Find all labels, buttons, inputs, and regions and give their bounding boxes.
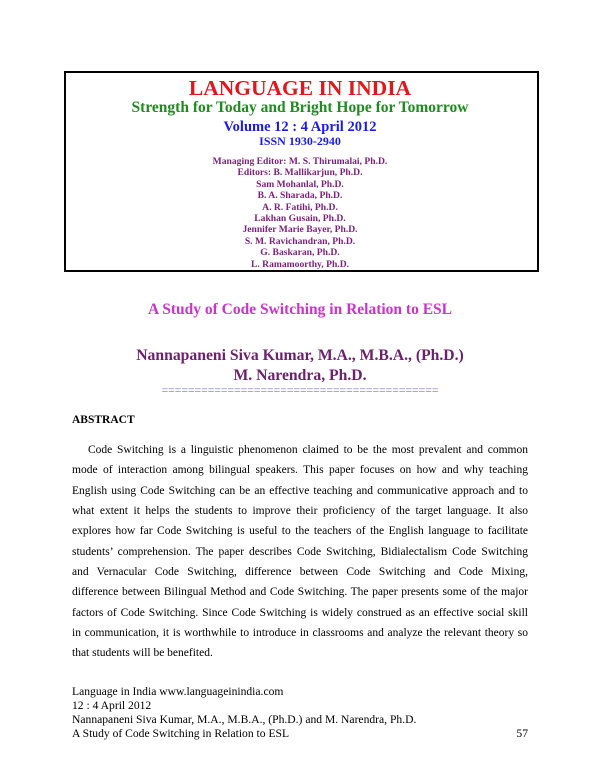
footer-title-row — [72, 727, 528, 741]
editor-line: L. Ramamoorthy, Ph.D. — [250, 258, 350, 270]
article-title: A Study of Code Switching in Relation to ESL — [147, 301, 453, 318]
editor-line: S. M. Ravichandran, Ph.D. — [244, 235, 356, 247]
abstract-line: English using Code Switching can be an effective teaching and communicative approach and to — [72, 484, 528, 497]
abstract-line: explores how far Code Switching is useful to the teachers of the English language to facilitate — [72, 525, 528, 538]
abstract-line: mode of interaction among bilingual speakers. This paper focuses on how and why teaching — [72, 464, 528, 477]
abstract-line: and Vernacular Code Switching, difference between Code Switching and Code Mixing, — [72, 566, 528, 579]
editor-line: B. A. Sharada, Ph.D. — [257, 190, 343, 202]
abstract-line: in communication, it is worthwhile to introduce in classrooms and analyze the relevant theory so — [72, 627, 528, 640]
editor-line: Lakhan Gusain, Ph.D. — [254, 212, 346, 224]
editor-line: A. R. Fatihi, Ph.D. — [262, 201, 338, 213]
journal-volume: Volume 12 : 4 April 2012 — [223, 119, 377, 135]
footer-issue: 12 : 4 April 2012 — [72, 699, 152, 712]
page-number: 57 — [516, 727, 528, 740]
abstract-line: Code Switching is a linguistic phenomenon claimed to be the most prevalent and common — [88, 444, 528, 456]
footer-authors: Nannapaneni Siva Kumar, M.A., M.B.A., (Ph.D.) and M. Narendra, Ph.D. — [72, 713, 417, 726]
editor-line: Editors: B. Mallikarjun, Ph.D. — [237, 167, 363, 179]
journal-tagline: Strength for Today and Bright Hope for Tomorrow — [131, 99, 469, 116]
separator-line: ========================================== — [161, 384, 439, 397]
abstract-line: what extent it helps the students to improve their proficiency of the target language. It also — [72, 505, 528, 518]
abstract-paragraph — [72, 440, 528, 664]
editor-line: G. Baskaran, Ph.D. — [260, 247, 340, 259]
journal-title: LANGUAGE IN INDIA — [188, 76, 412, 100]
abstract-line: factors of Code Switching. Since Code Switching is widely construed as an effective social skill — [72, 606, 528, 619]
page-footer — [72, 685, 528, 741]
editor-line: Sam Mohanlal, Ph.D. — [256, 178, 344, 190]
editor-line: Managing Editor: M. S. Thirumalai, Ph.D. — [212, 156, 388, 167]
footer-article-title: A Study of Code Switching in Relation to ESL — [72, 727, 290, 740]
editor-line: Jennifer Marie Bayer, Ph.D. — [242, 224, 358, 236]
abstract-line: that students will be benefited. — [72, 647, 213, 660]
footer-journal-site: Language in India www.languageinindia.com — [72, 685, 284, 698]
author-line: Nannapaneni Siva Kumar, M.A., M.B.A., (Ph.D.) — [136, 347, 464, 364]
journal-issn: ISSN 1930-2940 — [259, 134, 341, 148]
author-line: M. Narendra, Ph.D. — [233, 366, 367, 384]
article-authors — [0, 346, 600, 385]
abstract-heading: ABSTRACT — [72, 414, 135, 426]
abstract-line: difference between Bilingual Method and Code Switching. The paper presents some of the major — [72, 586, 528, 599]
abstract-line: students’ comprehension. The paper describes Code Switching, Bidialectalism Code Switching — [72, 545, 528, 558]
editors-list — [0, 156, 600, 270]
